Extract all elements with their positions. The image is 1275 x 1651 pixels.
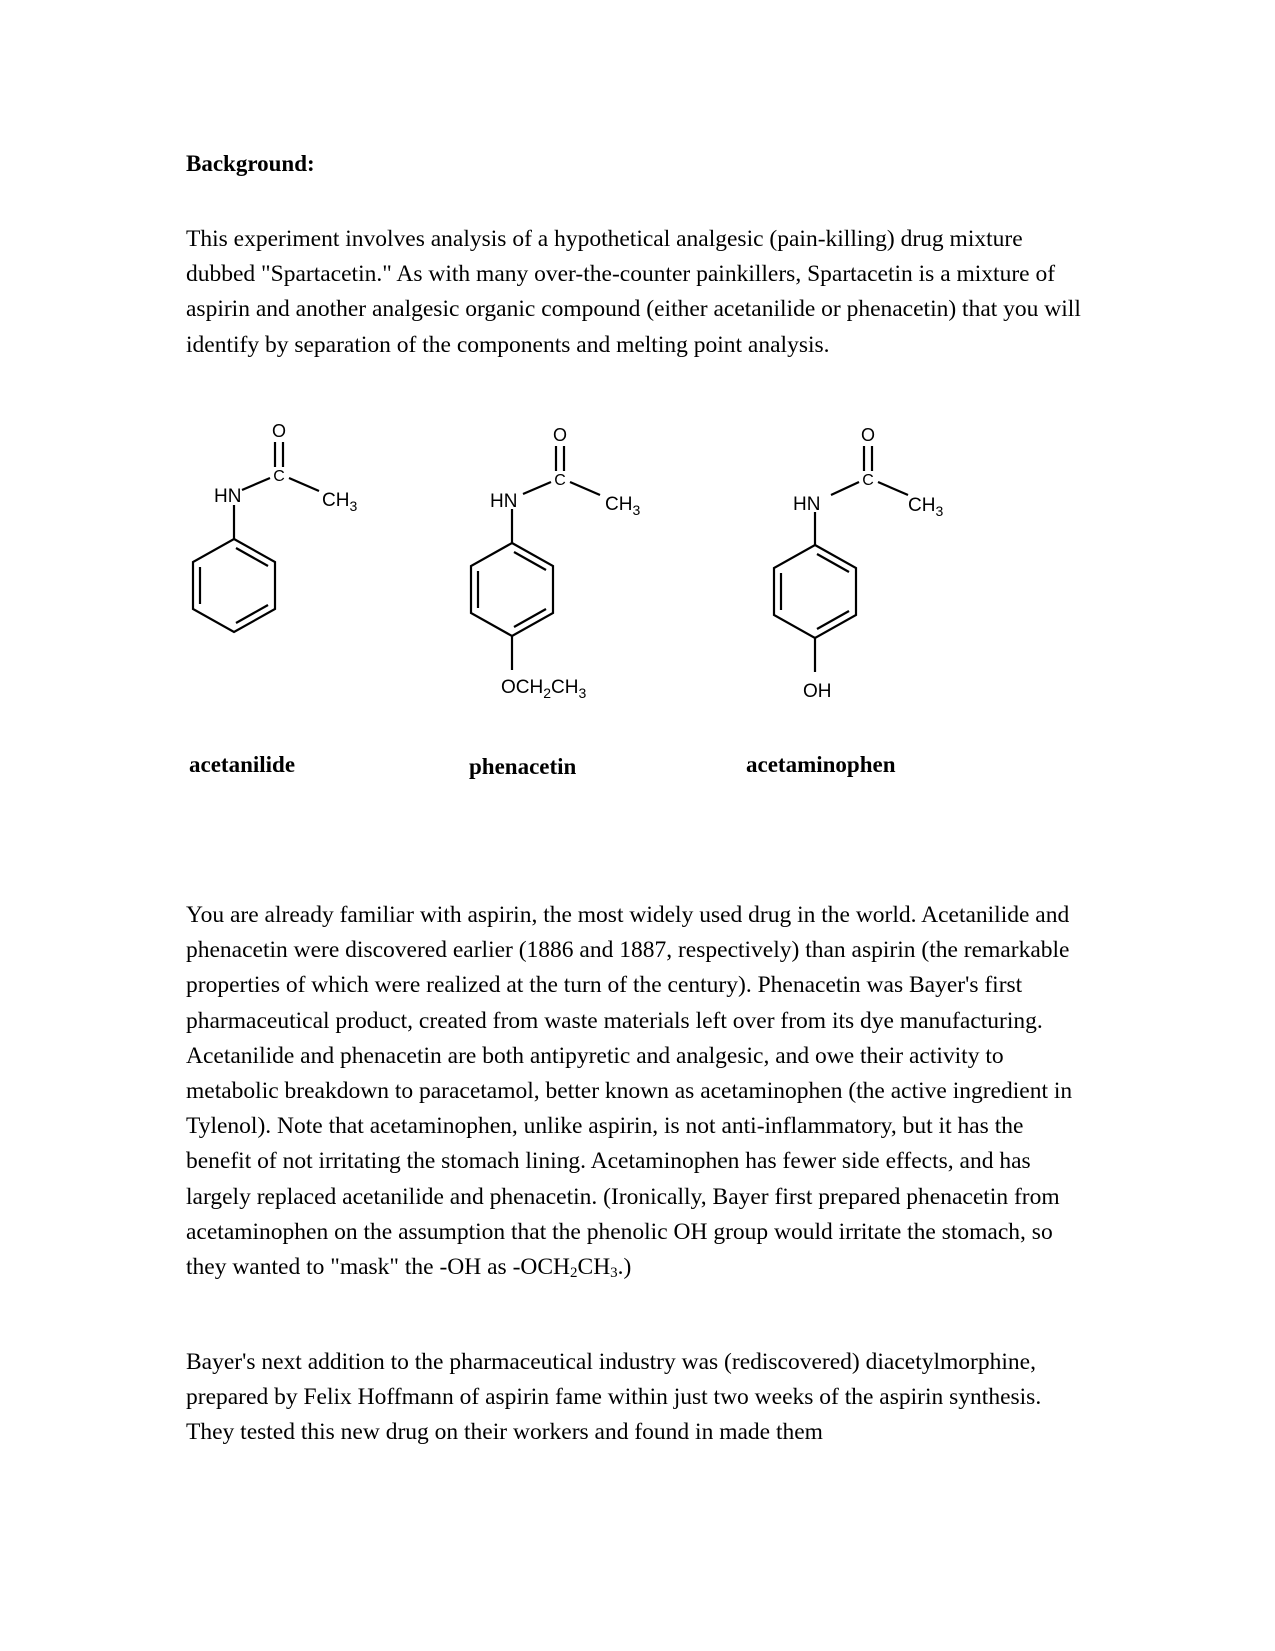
- chemical-structures-figure: [0, 0, 1275, 800]
- acetaminophen-amine: HN: [793, 494, 821, 515]
- acetaminophen-carbonyl-carbon: C: [862, 472, 874, 489]
- phenacetin-methyl: $CH_3$: [605, 494, 641, 518]
- bayer-paragraph: Bayer's next addition to the pharmaceutical industry was (rediscovered) diacetylmorphine, prepared by Felix Hoffmann of aspirin fame within just two weeks of the aspirin synthesis. They tested this new drug on their workers and found in made them: [186, 1349, 1042, 1446]
- acetanilide-ring-inner-bond-2: [236, 605, 268, 623]
- acetanilide-carbonyl-oxygen: O: [271, 421, 287, 441]
- acetaminophen-label: acetaminophen: [746, 752, 896, 777]
- acetanilide-c-ch3-bond: [289, 478, 319, 491]
- acetaminophen-structure: [746, 425, 943, 777]
- subscript-3: 3: [610, 1265, 618, 1282]
- acetaminophen-c-ch3-bond: [878, 482, 908, 495]
- acetanilide-ring-inner-bond-1: [236, 548, 268, 566]
- acetanilide-amine: HN: [214, 486, 242, 507]
- phenacetin-amine: HN: [490, 491, 518, 512]
- acetaminophen-methyl: $CH_3$: [908, 495, 944, 519]
- phenacetin-c-ch3-bond: [570, 482, 600, 495]
- intro-paragraph: This experiment involves analysis of a hypothetical analgesic (pain-killing) drug mixture dubbed "Spartacetin." As with many over-the-counter painkillers, Spartacetin is a mixture of aspirin and another analgesic organic compound (either acetanilide or phenacetin) that you will identify by separation of the components and melting point analysis.: [186, 226, 1081, 358]
- acetaminophen-n-c-bond: [831, 482, 859, 495]
- acetanilide-n-c-bond: [242, 478, 270, 490]
- history-paragraph-ch: CH: [577, 1254, 611, 1281]
- phenacetin-ring-inner-bond-2: [514, 609, 546, 627]
- phenacetin-label: phenacetin: [469, 754, 577, 779]
- phenacetin-n-c-bond: [523, 482, 551, 494]
- acetanilide-benzene-ring: [193, 539, 275, 632]
- phenacetin-carbonyl-oxygen: O: [552, 425, 568, 445]
- acetaminophen-hydroxyl: OH: [803, 681, 832, 702]
- acetanilide-carbonyl-carbon: C: [273, 468, 285, 485]
- phenacetin-benzene-ring: [471, 543, 553, 636]
- phenacetin-ethoxy-group: $OCH_2CH_3$: [501, 677, 587, 701]
- history-paragraph-text: You are already familiar with aspirin, the most widely used drug in the world. Acetanilide and phenacetin were discovered earlier (1886 and 1887, respectively) than aspirin (the remarkable properties of which were realized at the turn of the century). Phenacetin was Bayer's first pharmaceutical product, created from waste materials left over from its dye manufacturing. Acetanilide and phenacetin are both antipyretic and analgesic, and owe their activity to metabolic breakdown to paracetamol, better known as acetaminophen (the active ingredient in Tylenol). Note that acetaminophen, unlike aspirin, is not anti-inflammatory, but it has the benefit of not irritating the stomach lining. Acetaminophen has fewer side effects, and has largely replaced acetanilide and phenacetin. (Ironically, Bayer first prepared phenacetin from acetaminophen on the assumption that the phenolic OH group would irritate the stomach, so they wanted to "mask" the -OH as -OCH: [186, 902, 1073, 1281]
- phenacetin-carbonyl-carbon: C: [554, 472, 566, 489]
- phenacetin-structure: [469, 425, 640, 779]
- acetaminophen-ring-inner-bond-1: [817, 554, 849, 572]
- acetaminophen-ring-inner-bond-2: [817, 611, 849, 629]
- section-heading: Background:: [186, 151, 315, 176]
- history-paragraph: [186, 898, 1086, 1285]
- subscript-2: 2: [570, 1265, 578, 1282]
- acetaminophen-benzene-ring: [774, 545, 856, 638]
- acetanilide-structure: [189, 421, 357, 777]
- acetanilide-methyl: $CH_3$: [322, 490, 358, 514]
- phenacetin-ring-inner-bond-1: [514, 552, 546, 570]
- history-paragraph-end: .): [617, 1254, 632, 1281]
- acetanilide-label: acetanilide: [189, 752, 296, 777]
- acetaminophen-carbonyl-oxygen: O: [860, 425, 876, 445]
